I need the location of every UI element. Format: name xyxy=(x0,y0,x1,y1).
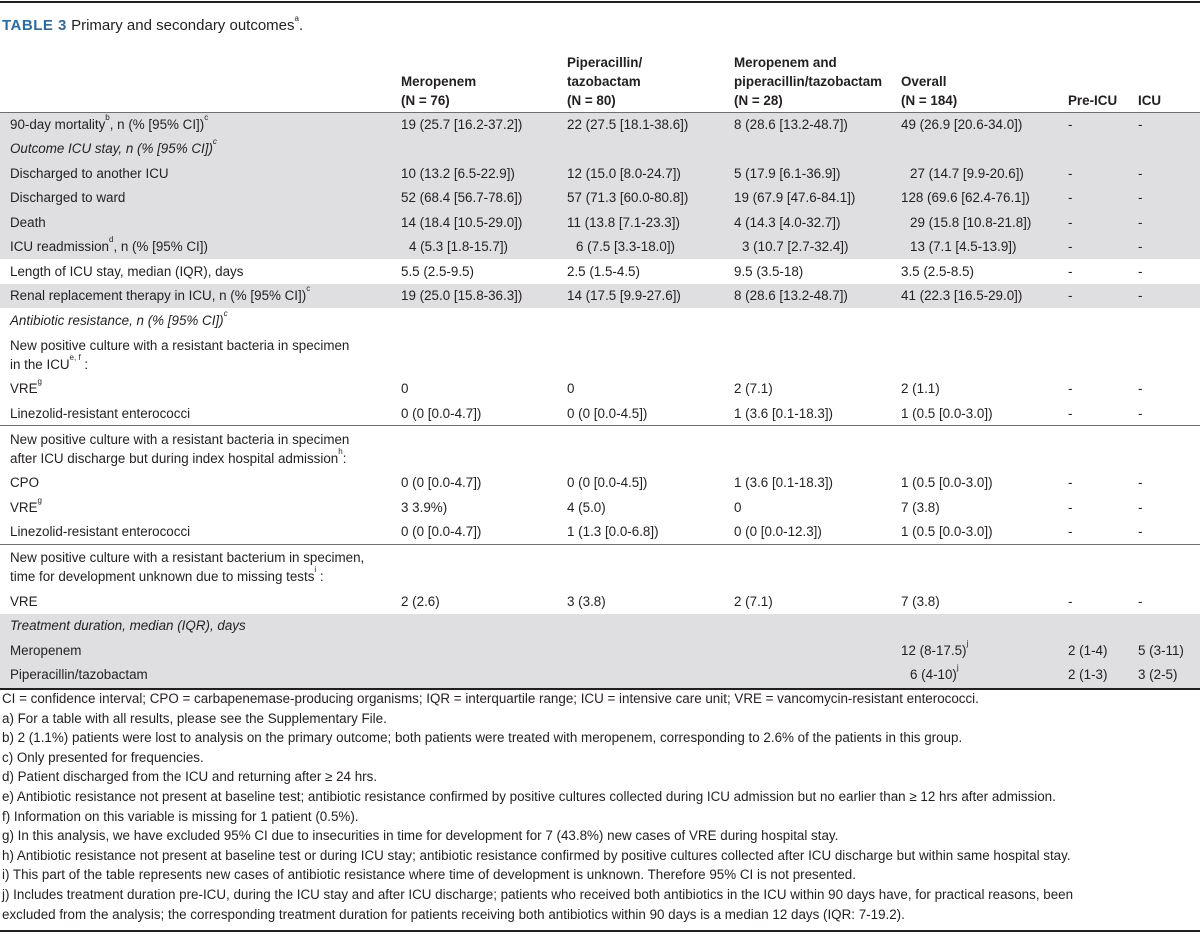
col-pip-tazo-header: Piperacillin/ tazobactam (N = 80) xyxy=(567,55,643,108)
table-row: VRE$^g$ 0 0 2 (7.1) 2 (1.1) - - xyxy=(10,377,1143,396)
table-row: VRE 2 (2.6) 3 (3.8) 2 (7.1) 7 (3.8) - - xyxy=(10,594,1143,609)
table-header: Meropenem (N = 76) Piperacillin/ tazobactam (N = 80) Meropenem and piperacillin/tazobactam (N = 28) Overall (N = 184) Pre-ICU ICU xyxy=(401,55,1162,108)
table-row: Discharged to another ICU 10 (13.2 [6.5-22.9]) 12 (15.0 [8.0-24.7]) 5 (17.9 [6.1-36.9]) 27 (14.7 [9.9-20.6]) - - xyxy=(10,166,1143,181)
footnote-d: d) Patient discharged from the ICU and returning after ≥ 24 hrs. xyxy=(2,769,378,785)
table-row: Piperacillin/tazobactam 6 $(4-10)^j$ 2 (1-3) 3 (2-5) xyxy=(10,663,1178,682)
footnote-abbreviations: CI = confidence interval; CPO = carbapenemase-producing organisms; IQR = interquartile range; ICU = intensive care unit; VRE = vancomycin-resistant enterococci. xyxy=(2,691,979,706)
table-title: TABLE 3 Primary and secondary outcomes$^a$. xyxy=(2,14,304,34)
section-heading-row: Antibiotic resistance, n (% [95% CI])$^c$ xyxy=(10,309,228,328)
table-row: Length of ICU stay, median (IQR), days 5.5 (2.5-9.5) 2.5 (1.5-4.5) 9.5 (3.5-18) 3.5 (2.5-8.5) - - xyxy=(10,264,1143,279)
section-heading-row: Outcome ICU stay, n (% [95% CI])$^c$ xyxy=(10,137,217,156)
table-row: VRE$^g$ 3 3.9%) 4 (5.0) 0 7 (3.8) - - xyxy=(10,496,1143,515)
table-row: Linezolid-resistant enterococci 0 (0 [0.0-4.7]) 1 (1.3 [0.0-6.8]) 0 (0 [0.0-12.3]) 1 (0.5 [0.0-3.0]) - - xyxy=(10,524,1143,539)
table-number: TABLE 3 xyxy=(2,17,67,34)
col-combination-header: Meropenem and piperacillin/tazobactam (N = 28) xyxy=(734,55,883,108)
subgroup-heading-row: New positive culture with a resistant bacterium in specimen, time for development unknown due to missing tests$^i$ : xyxy=(10,550,365,584)
table-caption: Primary and secondary outcomes xyxy=(71,17,295,34)
col-pre-icu-header: Pre-ICU xyxy=(1068,93,1118,108)
col-icu-header: ICU xyxy=(1138,93,1162,108)
page-bottom-rule xyxy=(0,930,1200,932)
footnote-b: b) 2 (1.1%) patients were lost to analysis on the primary outcome; both patients were treated with meropenem, corresponding to 2.6% of the patients in this group. xyxy=(2,730,963,746)
table-footnotes xyxy=(2,689,1198,924)
caption-footnote-mark: a xyxy=(294,14,299,23)
footnote-f: f) Information on this variable is missing for 1 patient (0.5%). xyxy=(2,808,359,824)
table-row: Renal replacement therapy in ICU, n (% [95% CI])$^c$ 19 (25.0 [15.8-36.3]) 14 (17.5 [9.9-27.6]) 8 (28.6 [13.2-48.7]) 41 (22.3 [16.5-29.0]) - - xyxy=(0,284,1200,308)
table-row: 90-day mortality$^b$, n (% [95% CI])$^c$ 19 (25.7 [16.2-37.2]) 22 (27.5 [18.1-38.6]) 8 (28.6 [13.2-48.7]) 49 (26.9 [20.6-34.0]) - - xyxy=(0,113,1200,137)
footnote-e: e) Antibiotic resistance not present at baseline test; antibiotic resistance confirmed by positive cultures collected during ICU admission but no earlier than ≥ 12 hrs after admission. xyxy=(2,788,1056,804)
footnote-j: j) Includes treatment duration pre-ICU, during the ICU stay and after ICU discharge; patients who received both antibiotics in the ICU within 90 days have, for practical reasons, been xyxy=(2,886,1074,902)
table-row: Discharged to ward 52 (68.4 [56.7-78.6]) 57 (71.3 [60.0-80.8]) 19 (67.9 [47.6-84.1]) 128 (69.6 [62.4-76.1]) - - xyxy=(10,190,1143,205)
subgroup-heading-row: New positive culture with a resistant bacteria in specimen in the ICU$^{e, f}$ : xyxy=(10,338,350,372)
table-row: ICU readmission$^d$, n (% [95% CI]) 4 (5.3 [1.8-15.7]) 6 (7.5 [3.3-18.0]) 3 (10.7 [2.7-32.4]) 13 (7.1 [4.5-13.9]) - - xyxy=(0,235,1200,259)
table-row: Death 14 (18.4 [10.5-29.0]) 11 (13.8 [7.1-23.3]) 4 (14.3 [4.0-32.7]) 29 (15.8 [10.8-21.8]) - - xyxy=(10,215,1143,230)
footnote-c: c) Only presented for frequencies. xyxy=(2,749,204,765)
footnote-h: h) Antibiotic resistance not present at baseline test or during ICU stay; antibiotic resistance confirmed by positive cultures collected after ICU discharge but within same hospital stay. xyxy=(2,847,1071,863)
subgroup-heading-row: New positive culture with a resistant bacteria in specimen after ICU discharge but during index hospital admission$^h$: xyxy=(10,432,350,466)
table-row: Linezolid-resistant enterococci 0 (0 [0.0-4.7]) 0 (0 [0.0-4.5]) 1 (3.6 [0.1-18.3]) 1 (0.5 [0.0-3.0]) - - xyxy=(10,406,1143,421)
footnote-j-continued: excluded from the analysis; the corresponding treatment duration for patients receiving both antibiotics within 90 days is a median 12 days (IQR: 7-19.2). xyxy=(2,906,905,922)
footnote-g: g) In this analysis, we have excluded 95% CI due to insecurities in time for development for 7 (43.8%) new cases of VRE during hospital stay. xyxy=(2,828,839,844)
section-heading-row: Treatment duration, median (IQR), days xyxy=(10,618,246,633)
top-rule xyxy=(0,1,1200,3)
footnote-a: a) For a table with all results, please see the Supplementary File. xyxy=(2,710,387,726)
footnote-i: i) This part of the table represents new cases of antibiotic resistance where time of development is unknown. Therefore 95% CI is not presented. xyxy=(2,867,856,883)
table-row: Meropenem 12 $(8-17.5)^j$ 2 (1-4) 5 (3-11) xyxy=(10,639,1184,658)
table-row: CPO 0 (0 [0.0-4.7]) 0 (0 [0.0-4.5]) 1 (3.6 [0.1-18.3]) 1 (0.5 [0.0-3.0]) - - xyxy=(10,475,1143,490)
